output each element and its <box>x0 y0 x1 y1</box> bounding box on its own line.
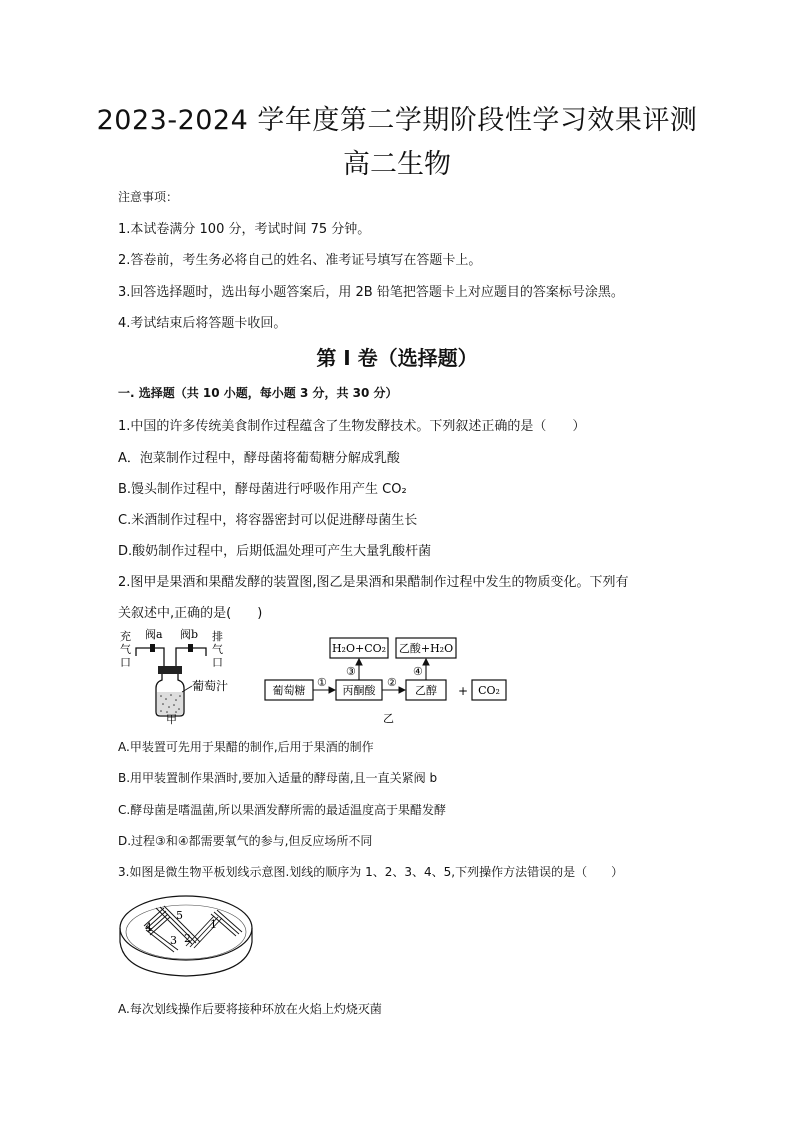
note-item-3: 3.回答选择题时，选出每小题答案后，用 2B 铅笔把答题卡上对应题目的答案标号涂黑。 <box>118 285 624 300</box>
q2-option-d: D.过程③和④都需要氧气的参与,但反应场所不同 <box>118 834 373 848</box>
bottle-stopper <box>158 666 182 674</box>
q2-option-c: C.酵母菌是嗜温菌,所以果酒发酵所需的最适温度高于果醋发酵 <box>118 803 447 817</box>
inlet-label-3: 口 <box>120 656 131 669</box>
figure-yi-caption: 乙 <box>383 712 394 725</box>
streak-lines <box>144 906 242 952</box>
valve-a-label: 阀a <box>145 628 163 641</box>
part-heading: 一. 选择题（共 10 小题，每小题 3 分，共 30 分） <box>118 386 398 400</box>
glucose-label: 葡萄糖 <box>272 684 306 697</box>
figure-jia-caption: 甲 <box>166 713 177 726</box>
juice-label: 葡萄汁 <box>192 679 229 693</box>
streak-label-1: 1 <box>210 918 217 931</box>
notes-heading: 注意事项： <box>118 190 179 204</box>
figure-yi-pathway <box>262 634 522 726</box>
figure-jia-apparatus <box>116 626 246 726</box>
streak-label-5: 5 <box>176 909 183 922</box>
step1-label: ① <box>317 676 327 689</box>
acetic-label: 乙酸+H₂O <box>398 642 454 655</box>
streak-label-2: 2 <box>184 932 191 945</box>
note-item-2: 2.答卷前，考生务必将自己的姓名、准考证号填写在答题卡上。 <box>118 253 482 268</box>
note-item-4: 4.考试结束后将答题卡收回。 <box>118 316 287 331</box>
inlet-label-2: 气 <box>120 643 131 656</box>
q2-stem-line2: 关叙述中,正确的是( ) <box>118 606 263 621</box>
q1-option-b: B.馒头制作过程中，酵母菌进行呼吸作用产生 CO₂ <box>118 482 407 497</box>
inlet-label-1: 充 <box>120 630 131 643</box>
outlet-label-3: 口 <box>212 656 223 669</box>
step3-label: ③ <box>346 665 356 678</box>
step2-label: ② <box>387 676 397 689</box>
valve-b-label: 阀b <box>180 628 199 641</box>
q1-option-d: D.酸奶制作过程中，后期低温处理可产生大量乳酸杆菌 <box>118 544 432 559</box>
q1-stem: 1.中国的许多传统美食制作过程蕴含了生物发酵技术。下列叙述正确的是（ ） <box>118 419 586 434</box>
q1-option-a: A．泡菜制作过程中，酵母菌将葡萄糖分解成乳酸 <box>118 451 400 466</box>
note-item-1: 1.本试卷满分 100 分，考试时间 75 分钟。 <box>118 222 371 237</box>
ethanol-label: 乙醇 <box>415 684 437 697</box>
q1-option-c: C.米酒制作过程中，将容器密封可以促进酵母菌生长 <box>118 513 418 528</box>
exam-subtitle: 高二生物 <box>343 149 451 180</box>
plus-sign: + <box>458 684 469 698</box>
q2-option-b: B.用甲装置制作果酒时,要加入适量的酵母菌,且一直关紧阀 b <box>118 771 438 785</box>
q2-option-a: A.甲装置可先用于果醋的制作,后用于果酒的制作 <box>118 740 374 754</box>
outlet-label-2: 气 <box>212 643 223 656</box>
pyruvate-label: 丙酮酸 <box>342 684 376 697</box>
valve-a <box>150 644 155 652</box>
section-title: 第 I 卷（选择题） <box>316 346 478 370</box>
exam-title: 2023-2024 学年度第二学期阶段性学习效果评测 <box>96 105 698 136</box>
h2o-co2-label: H₂O+CO₂ <box>331 642 387 655</box>
q3-stem: 3.如图是微生物平板划线示意图.划线的顺序为 1、2、3、4、5,下列操作方法错误的是（ ） <box>118 865 624 879</box>
step4-label: ④ <box>413 665 423 678</box>
outlet-label-1: 排 <box>212 630 223 643</box>
co2-label: CO₂ <box>478 684 500 697</box>
valve-b <box>188 644 193 652</box>
streak-label-4: 4 <box>145 921 152 934</box>
q3-option-a: A.每次划线操作后要将接种环放在火焰上灼烧灭菌 <box>118 1002 382 1016</box>
q2-stem-line1: 2.图甲是果酒和果醋发酵的装置图,图乙是果酒和果醋制作过程中发生的物质变化。下列有 <box>118 575 629 590</box>
figure-streak-plate <box>116 886 256 986</box>
streak-label-3: 3 <box>170 934 177 947</box>
